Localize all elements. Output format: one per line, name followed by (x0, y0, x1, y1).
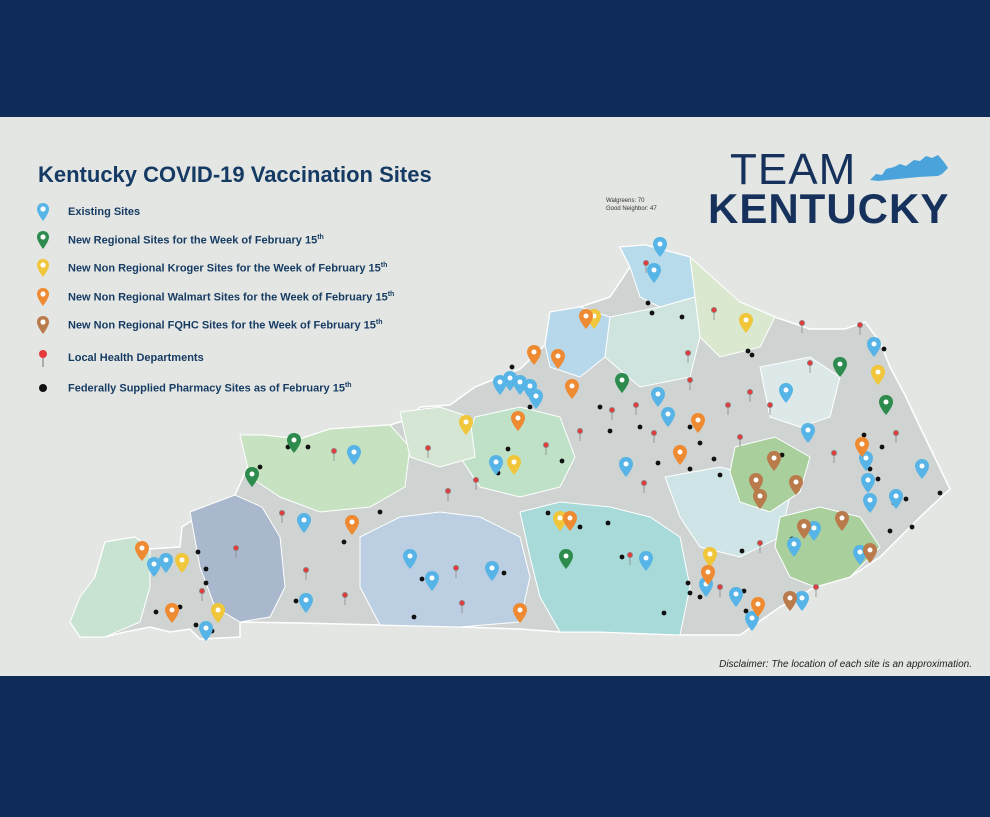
legend-label: Existing Sites (68, 206, 141, 218)
pin-icon (795, 591, 809, 611)
legend-label: Federally Supplied Pharmacy Sites as of February 15th (68, 381, 352, 395)
disclaimer: Disclaimer: The location of each site is an approximation. (719, 659, 972, 670)
pin-icon (783, 591, 797, 611)
stick-pin-icon (813, 584, 818, 597)
legend-label: Local Health Departments (68, 352, 204, 364)
legend-label: New Regional Sites for the Week of February 15th (68, 233, 324, 247)
kentucky-map (0, 117, 990, 676)
top-band (0, 0, 990, 117)
slide (0, 117, 990, 676)
logo-kentucky-text: KENTUCKY (708, 185, 950, 232)
logo-team-text: TEAM (730, 145, 857, 194)
map-title: Kentucky COVID-19 Vaccination Sites (38, 162, 432, 187)
legend-label: New Non Regional Kroger Sites for the Week of February 15th (68, 261, 388, 275)
legend-label: New Non Regional Walmart Sites for the Week of February 15th (68, 290, 395, 304)
bottom-band (0, 676, 990, 817)
legend-label: New Non Regional FQHC Sites for the Week of February 15th (68, 318, 383, 332)
note-line: Walgreens: 70 (606, 198, 645, 204)
note-line: Good Neighbor: 47 (606, 206, 657, 212)
